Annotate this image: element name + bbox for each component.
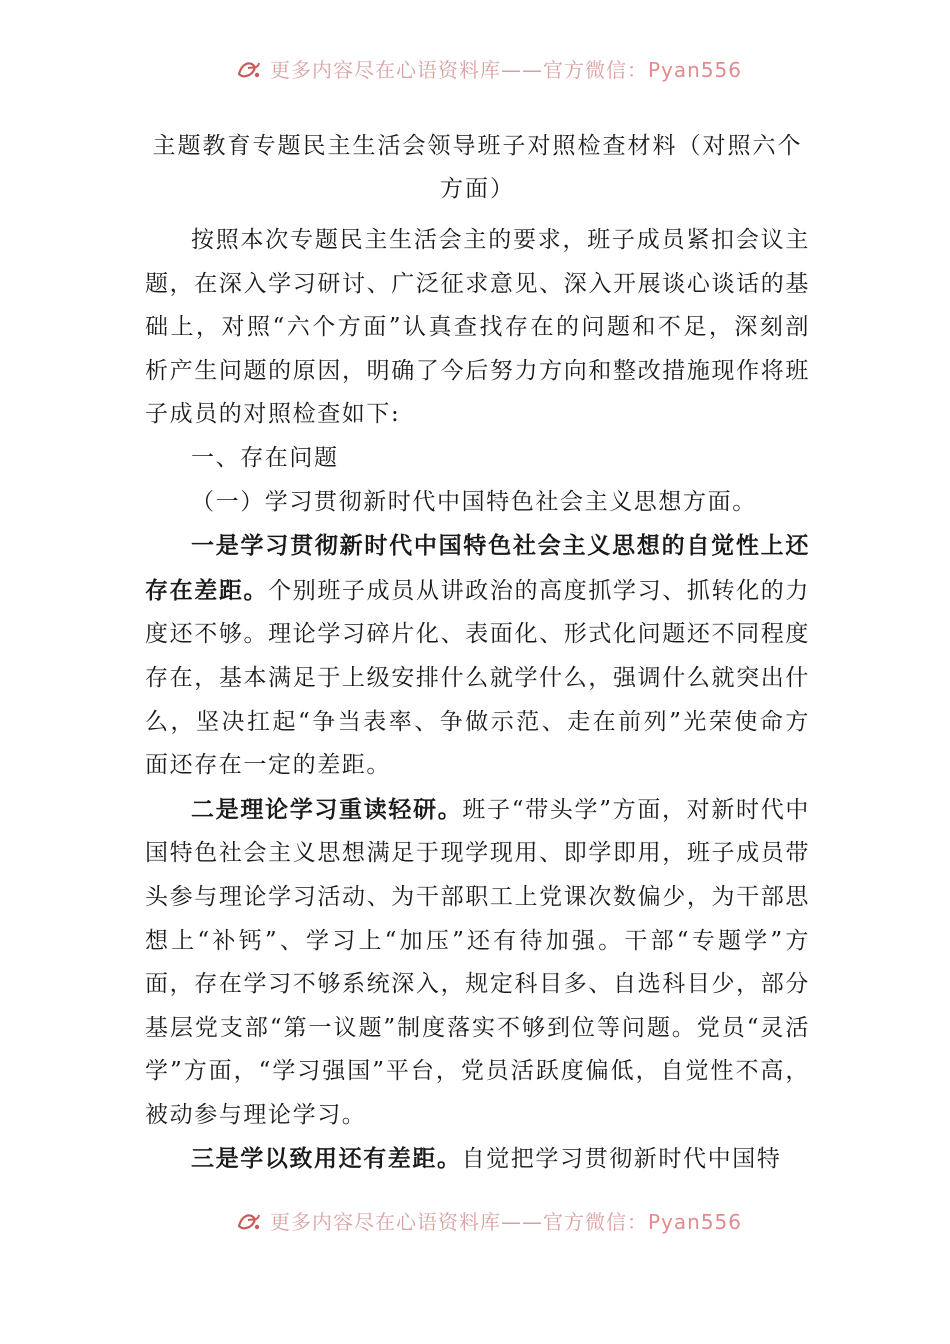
item-body: 个别班子成员从讲政治的高度抓学习、抓转化的力度还不够。理论学习碎片化、表面化、形式化问题还不同程度存在，基本满足于上级安排什么就学什么，强调什么就突出什么，坚决扛起“争当表率、争做示范、走在前列”光荣使命方面还存在一定的差距。 xyxy=(145,577,810,779)
logo-icon xyxy=(236,59,262,81)
item-body: 班子“带头学”方面，对新时代中国特色社会主义思想满足于现学现用、即学即用，班子成员带头参与理论学习活动、为干部职工上党课次数偏少，为干部思想上“补钙”、学习上“加压”还有待加强。干部“专题学”方面，存在学习不够系统深入，规定科目多、自选科目少，部分基层党支部“第一议题”制度落实不够到位等问题。党员“灵活学”方面，“学习强国”平台，党员活跃度偏低，自觉性不高，被动参与理论学习。 xyxy=(145,796,810,1128)
item-paragraph xyxy=(145,524,810,788)
item-lead: 二是理论学习重读轻研。 xyxy=(191,795,463,823)
logo-icon xyxy=(236,1211,262,1233)
item-lead: 一是学习贯彻新时代中国特色社会主义思想的自觉性上还存在差距。 xyxy=(145,532,810,604)
document-title: 主题教育专题民主生活会领导班子对照检查材料（对照六个方面） xyxy=(152,133,803,202)
watermark-handle: Pyan556 xyxy=(648,58,743,82)
footer-watermark xyxy=(0,1208,950,1238)
subsection-heading: （一）学习贯彻新时代中国特色社会主义思想方面。 xyxy=(191,488,757,515)
item-lead: 三是学以致用还有差距。 xyxy=(191,1145,462,1173)
watermark-handle: Pyan556 xyxy=(648,1210,743,1234)
document-body xyxy=(145,125,810,1182)
header-watermark xyxy=(0,58,950,88)
item-body: 自觉把学习贯彻新时代中国特 xyxy=(461,1146,782,1173)
watermark-text: 更多内容尽在心语资料库——官方微信： xyxy=(270,1210,648,1234)
watermark-text: 更多内容尽在心语资料库——官方微信： xyxy=(270,58,648,82)
intro-paragraph: 按照本次专题民主生活会主的要求，班子成员紧扣会议主题，在深入学习研讨、广泛征求意见、深入开展谈心谈话的基础上，对照“六个方面”认真查找存在的问题和不足，深刻剖析产生问题的原因，明确了今后努力方向和整改措施现作将班子成员的对照检查如下: xyxy=(145,227,810,428)
item-paragraph xyxy=(145,1137,810,1182)
item-paragraph xyxy=(145,788,810,1138)
section-heading: 一、存在问题 xyxy=(191,444,339,471)
